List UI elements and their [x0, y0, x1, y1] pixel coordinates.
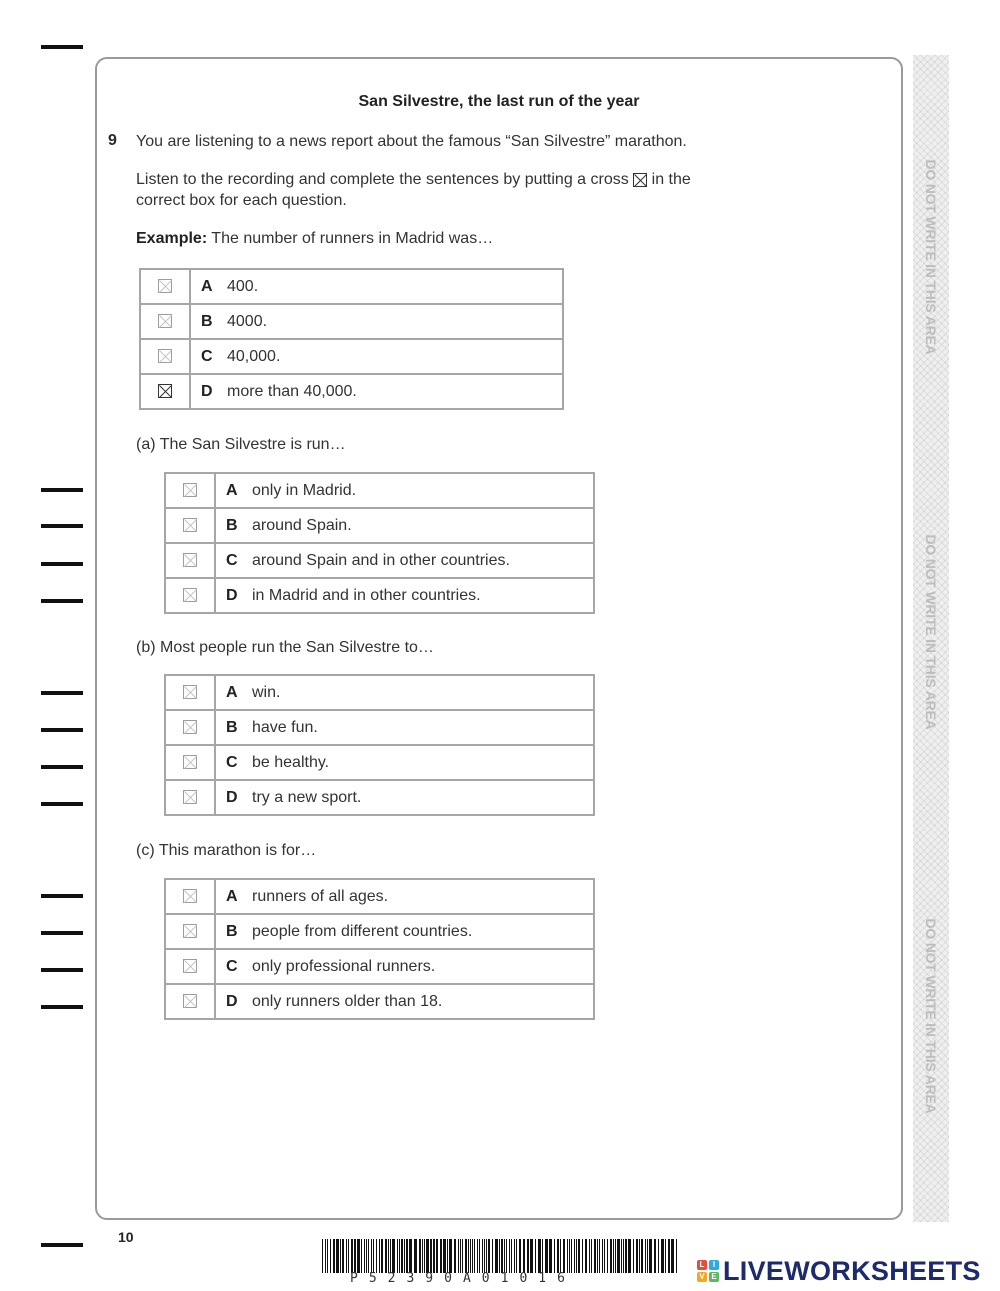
checkbox-icon [183, 685, 197, 699]
answer-checkbox[interactable] [165, 508, 215, 543]
table-row [165, 879, 594, 914]
barcode-bar [399, 1239, 400, 1273]
barcode-bar [468, 1239, 469, 1273]
answer-checkbox[interactable] [165, 578, 215, 613]
checkbox-icon [183, 518, 197, 532]
margin-tick [41, 488, 83, 492]
question-b-prompt: (b) Most people run the San Silvestre to… [136, 639, 434, 656]
answer-checkbox[interactable] [165, 543, 215, 578]
barcode-bar [554, 1239, 555, 1273]
do-not-write-label: DO NOT WRITE IN THIS AREA [923, 918, 939, 1114]
option-text: be healthy. [252, 753, 330, 771]
barcode-bar [615, 1239, 616, 1273]
barcode-bar [576, 1239, 577, 1273]
barcode-bar [625, 1239, 627, 1273]
barcode-bar [449, 1239, 452, 1273]
barcode-bar [443, 1239, 446, 1273]
barcode-bar [327, 1239, 328, 1273]
question-c-options [164, 878, 595, 1020]
barcode-bar [371, 1239, 372, 1273]
barcode-bar [333, 1239, 335, 1273]
option-letter: D [226, 586, 238, 604]
barcode-bar [589, 1239, 590, 1273]
table-row [165, 675, 594, 710]
table-row [165, 914, 594, 949]
checked-cross-icon [158, 384, 172, 398]
barcode-bar [668, 1239, 670, 1273]
page-title: San Silvestre, the last run of the year [358, 93, 640, 110]
barcode-bar [424, 1239, 425, 1273]
logo-letter: V [697, 1272, 707, 1282]
barcode-bar [361, 1239, 362, 1273]
option-text: more than 40,000. [227, 382, 357, 400]
option-text: 4000. [227, 312, 268, 330]
checkbox-icon [158, 349, 172, 363]
checkbox-icon [183, 588, 197, 602]
barcode-text: P52390A01016 [350, 1271, 576, 1286]
option-letter: C [226, 551, 238, 569]
barcode-bar [538, 1239, 541, 1273]
barcode-bar [392, 1239, 395, 1273]
table-row [165, 578, 594, 613]
question-b-options [164, 674, 595, 816]
barcode-bar [563, 1239, 565, 1273]
barcode-bar [621, 1239, 622, 1273]
intro-text: You are listening to a news report about the famous “San Silvestre” marathon. [136, 133, 687, 150]
barcode-bar [527, 1239, 529, 1273]
margin-tick [41, 728, 83, 732]
barcode-bar [628, 1239, 631, 1273]
margin-tick [41, 765, 83, 769]
instruction-part2: in the [651, 171, 691, 188]
table-row [165, 473, 594, 508]
barcode-bar [419, 1239, 421, 1273]
option-text: try a new sport. [252, 788, 362, 806]
answer-checkbox[interactable] [140, 269, 190, 304]
margin-tick [41, 1243, 83, 1247]
option-text: runners of all ages. [252, 887, 389, 905]
barcode-bar [433, 1239, 435, 1273]
answer-checkbox[interactable] [165, 710, 215, 745]
barcode-bar [414, 1239, 417, 1273]
barcode-bar [636, 1239, 638, 1273]
barcode-bar [617, 1239, 620, 1273]
barcode-bar [557, 1239, 559, 1273]
barcode-bar [454, 1239, 456, 1273]
barcode-bar [676, 1239, 677, 1273]
option-letter: C [226, 957, 238, 975]
barcode-bar [514, 1239, 515, 1273]
barcode-bar [351, 1239, 353, 1273]
barcode-bar [623, 1239, 624, 1273]
barcode-bar [477, 1239, 478, 1273]
margin-tick [41, 931, 83, 935]
barcode-bar [594, 1239, 596, 1273]
margin-tick [41, 599, 83, 603]
barcode-bar [470, 1239, 471, 1273]
table-row [165, 508, 594, 543]
table-row [140, 304, 563, 339]
table-row [165, 949, 594, 984]
option-letter: A [226, 683, 238, 701]
barcode-bar [440, 1239, 442, 1273]
checkbox-icon [183, 790, 197, 804]
option-letter: C [201, 347, 213, 365]
barcode-bar [542, 1239, 543, 1273]
margin-tick [41, 524, 83, 528]
logo-letter: E [709, 1272, 719, 1282]
do-not-write-label: DO NOT WRITE IN THIS AREA [923, 159, 939, 355]
answer-checkbox[interactable] [165, 780, 215, 815]
barcode-bar [591, 1239, 592, 1273]
do-not-write-label: DO NOT WRITE IN THIS AREA [923, 534, 939, 730]
barcode-bar [488, 1239, 490, 1273]
barcode-bar [511, 1239, 512, 1273]
barcode-bar [381, 1239, 383, 1273]
barcode-bar [516, 1239, 517, 1273]
barcode-bar [340, 1239, 341, 1273]
barcode-bar [472, 1239, 473, 1273]
option-text: people from different countries. [252, 922, 473, 940]
option-letter: C [226, 753, 238, 771]
barcode-bar [585, 1239, 587, 1273]
barcode-bar [506, 1239, 507, 1273]
answer-checkbox[interactable] [140, 304, 190, 339]
margin-tick [41, 894, 83, 898]
barcode-bar [376, 1239, 377, 1273]
barcode-bar [397, 1239, 398, 1273]
barcode-bar [342, 1239, 344, 1273]
option-text: around Spain. [252, 516, 352, 534]
checkbox-icon [183, 924, 197, 938]
question-number: 9 [108, 132, 117, 149]
barcode-bar [336, 1239, 339, 1273]
answer-checkbox[interactable] [165, 984, 215, 1019]
margin-tick [41, 968, 83, 972]
barcode-bar [602, 1239, 603, 1273]
option-text: 40,000. [227, 347, 281, 365]
barcode-bar [366, 1239, 367, 1273]
barcode-bar [322, 1239, 323, 1273]
barcode-bar [523, 1239, 525, 1273]
answer-checkbox[interactable] [165, 473, 215, 508]
table-row [165, 745, 594, 780]
checkbox-icon [158, 279, 172, 293]
barcode-bar [574, 1239, 575, 1273]
table-row [140, 374, 563, 409]
question-c-prompt: (c) This marathon is for… [136, 842, 317, 859]
table-row [165, 543, 594, 578]
barcode-bar [569, 1239, 570, 1273]
option-letter: B [226, 718, 238, 736]
example-text: The number of runners in Madrid was… [211, 230, 494, 247]
margin-tick [41, 562, 83, 566]
example-label: Example: [136, 230, 208, 247]
barcode-bar [567, 1239, 568, 1273]
liveworksheets-logo [697, 1254, 981, 1288]
question-a-options [164, 472, 595, 614]
barcode-bar [661, 1239, 664, 1273]
checkbox-icon [158, 314, 172, 328]
option-letter: D [226, 992, 238, 1010]
option-letter: B [201, 312, 213, 330]
answer-checkbox[interactable] [165, 949, 215, 984]
checkbox-icon [183, 755, 197, 769]
barcode-bar [549, 1239, 552, 1273]
logo-letter: L [697, 1260, 707, 1270]
option-text: in Madrid and in other countries. [252, 586, 481, 604]
barcode-bar [495, 1239, 498, 1273]
option-letter: B [226, 516, 238, 534]
option-letter: A [226, 887, 238, 905]
barcode-bar [607, 1239, 608, 1273]
barcode-bar [671, 1239, 674, 1273]
option-text: around Spain and in other countries. [252, 551, 510, 569]
answer-checkbox[interactable] [165, 675, 215, 710]
barcode-bar [325, 1239, 326, 1273]
barcode-bar [604, 1239, 605, 1273]
margin-tick [41, 45, 83, 49]
example-options-table [139, 268, 564, 410]
table-row [165, 984, 594, 1019]
barcode-bar [639, 1239, 640, 1273]
checkbox-icon [183, 720, 197, 734]
barcode-bar [390, 1239, 391, 1273]
barcode-bar [530, 1239, 533, 1273]
barcode-bar [599, 1239, 600, 1273]
barcode-icon [322, 1239, 680, 1273]
barcode-bar [535, 1239, 536, 1273]
margin-tick [41, 802, 83, 806]
margin-tick [41, 691, 83, 695]
barcode-bar [379, 1239, 380, 1273]
barcode-bar [368, 1239, 369, 1273]
option-text: have fun. [252, 718, 318, 736]
option-text: win. [252, 683, 281, 701]
option-text: only professional runners. [252, 957, 436, 975]
barcode-bar [545, 1239, 548, 1273]
barcode-bar [357, 1239, 360, 1273]
barcode-bar [613, 1239, 614, 1273]
barcode-bar [436, 1239, 438, 1273]
barcode-bar [354, 1239, 356, 1273]
instruction-line2: correct box for each question. [136, 192, 347, 209]
margin-tick [41, 1005, 83, 1009]
table-row [165, 710, 594, 745]
barcode-bar [645, 1239, 646, 1273]
logo-text: LIVEWORKSHEETS [723, 1255, 981, 1286]
barcode-bar [654, 1239, 656, 1273]
instruction-part1: Listen to the recording and complete the sentences by putting a cross [136, 171, 629, 188]
option-letter: A [201, 277, 213, 295]
barcode-bar [462, 1239, 463, 1273]
checkbox-icon [183, 483, 197, 497]
option-text: only runners older than 18. [252, 992, 443, 1010]
barcode-bar [665, 1239, 666, 1273]
answer-checkbox[interactable] [140, 339, 190, 374]
barcode-bar [474, 1239, 475, 1273]
example-prompt [136, 228, 493, 249]
barcode-bar [582, 1239, 583, 1273]
barcode-bar [571, 1239, 572, 1273]
barcode-bar [597, 1239, 598, 1273]
option-text: only in Madrid. [252, 481, 357, 499]
table-row [140, 339, 563, 374]
barcode-bar [633, 1239, 634, 1273]
option-letter: D [226, 788, 238, 806]
barcode-bar [465, 1239, 467, 1273]
barcode-bar [346, 1239, 347, 1273]
barcode-bar [482, 1239, 483, 1273]
answer-checkbox[interactable] [165, 914, 215, 949]
checkbox-icon [183, 553, 197, 567]
barcode-bar [330, 1239, 331, 1273]
question-a-prompt: (a) The San Silvestre is run… [136, 436, 346, 453]
instructions [136, 169, 691, 211]
barcode-bar [422, 1239, 423, 1273]
barcode-bar [460, 1239, 461, 1273]
option-letter: D [201, 382, 213, 400]
barcode-bar [458, 1239, 459, 1273]
barcode-bar [492, 1239, 493, 1273]
cross-box-icon [633, 173, 647, 187]
barcode-bar [385, 1239, 387, 1273]
table-row [165, 780, 594, 815]
barcode-bar [479, 1239, 480, 1273]
barcode-bar [430, 1239, 432, 1273]
table-row [140, 269, 563, 304]
barcode-bar [647, 1239, 648, 1273]
barcode-bar [499, 1239, 500, 1273]
option-text: 400. [227, 277, 259, 295]
barcode-bar [404, 1239, 405, 1273]
barcode-bar [447, 1239, 448, 1273]
barcode-bar [519, 1239, 521, 1273]
barcode-bar [484, 1239, 485, 1273]
answer-checkbox[interactable] [165, 879, 215, 914]
logo-icon [697, 1260, 719, 1282]
answer-checkbox-checked[interactable] [140, 374, 190, 409]
barcode-bar [409, 1239, 412, 1273]
barcode-bar [348, 1239, 349, 1273]
barcode-bar [388, 1239, 389, 1273]
logo-letter: I [709, 1260, 719, 1270]
barcode-bar [610, 1239, 612, 1273]
barcode-bar [364, 1239, 365, 1273]
page-number: 10 [118, 1229, 134, 1245]
barcode-bar [504, 1239, 505, 1273]
barcode-bar [578, 1239, 580, 1273]
barcode-bar [658, 1239, 659, 1273]
answer-checkbox[interactable] [165, 745, 215, 780]
barcode-bar [509, 1239, 510, 1273]
checkbox-icon [183, 994, 197, 1008]
barcode-bar [486, 1239, 487, 1273]
barcode-bar [406, 1239, 408, 1273]
barcode-bar [401, 1239, 403, 1273]
barcode-bar [426, 1239, 429, 1273]
option-letter: A [226, 481, 238, 499]
barcode-bar [501, 1239, 503, 1273]
barcode-bar [649, 1239, 652, 1273]
barcode-bar [641, 1239, 643, 1273]
barcode-bar [373, 1239, 374, 1273]
option-letter: B [226, 922, 238, 940]
barcode-bar [560, 1239, 561, 1273]
checkbox-icon [183, 889, 197, 903]
checkbox-icon [183, 959, 197, 973]
